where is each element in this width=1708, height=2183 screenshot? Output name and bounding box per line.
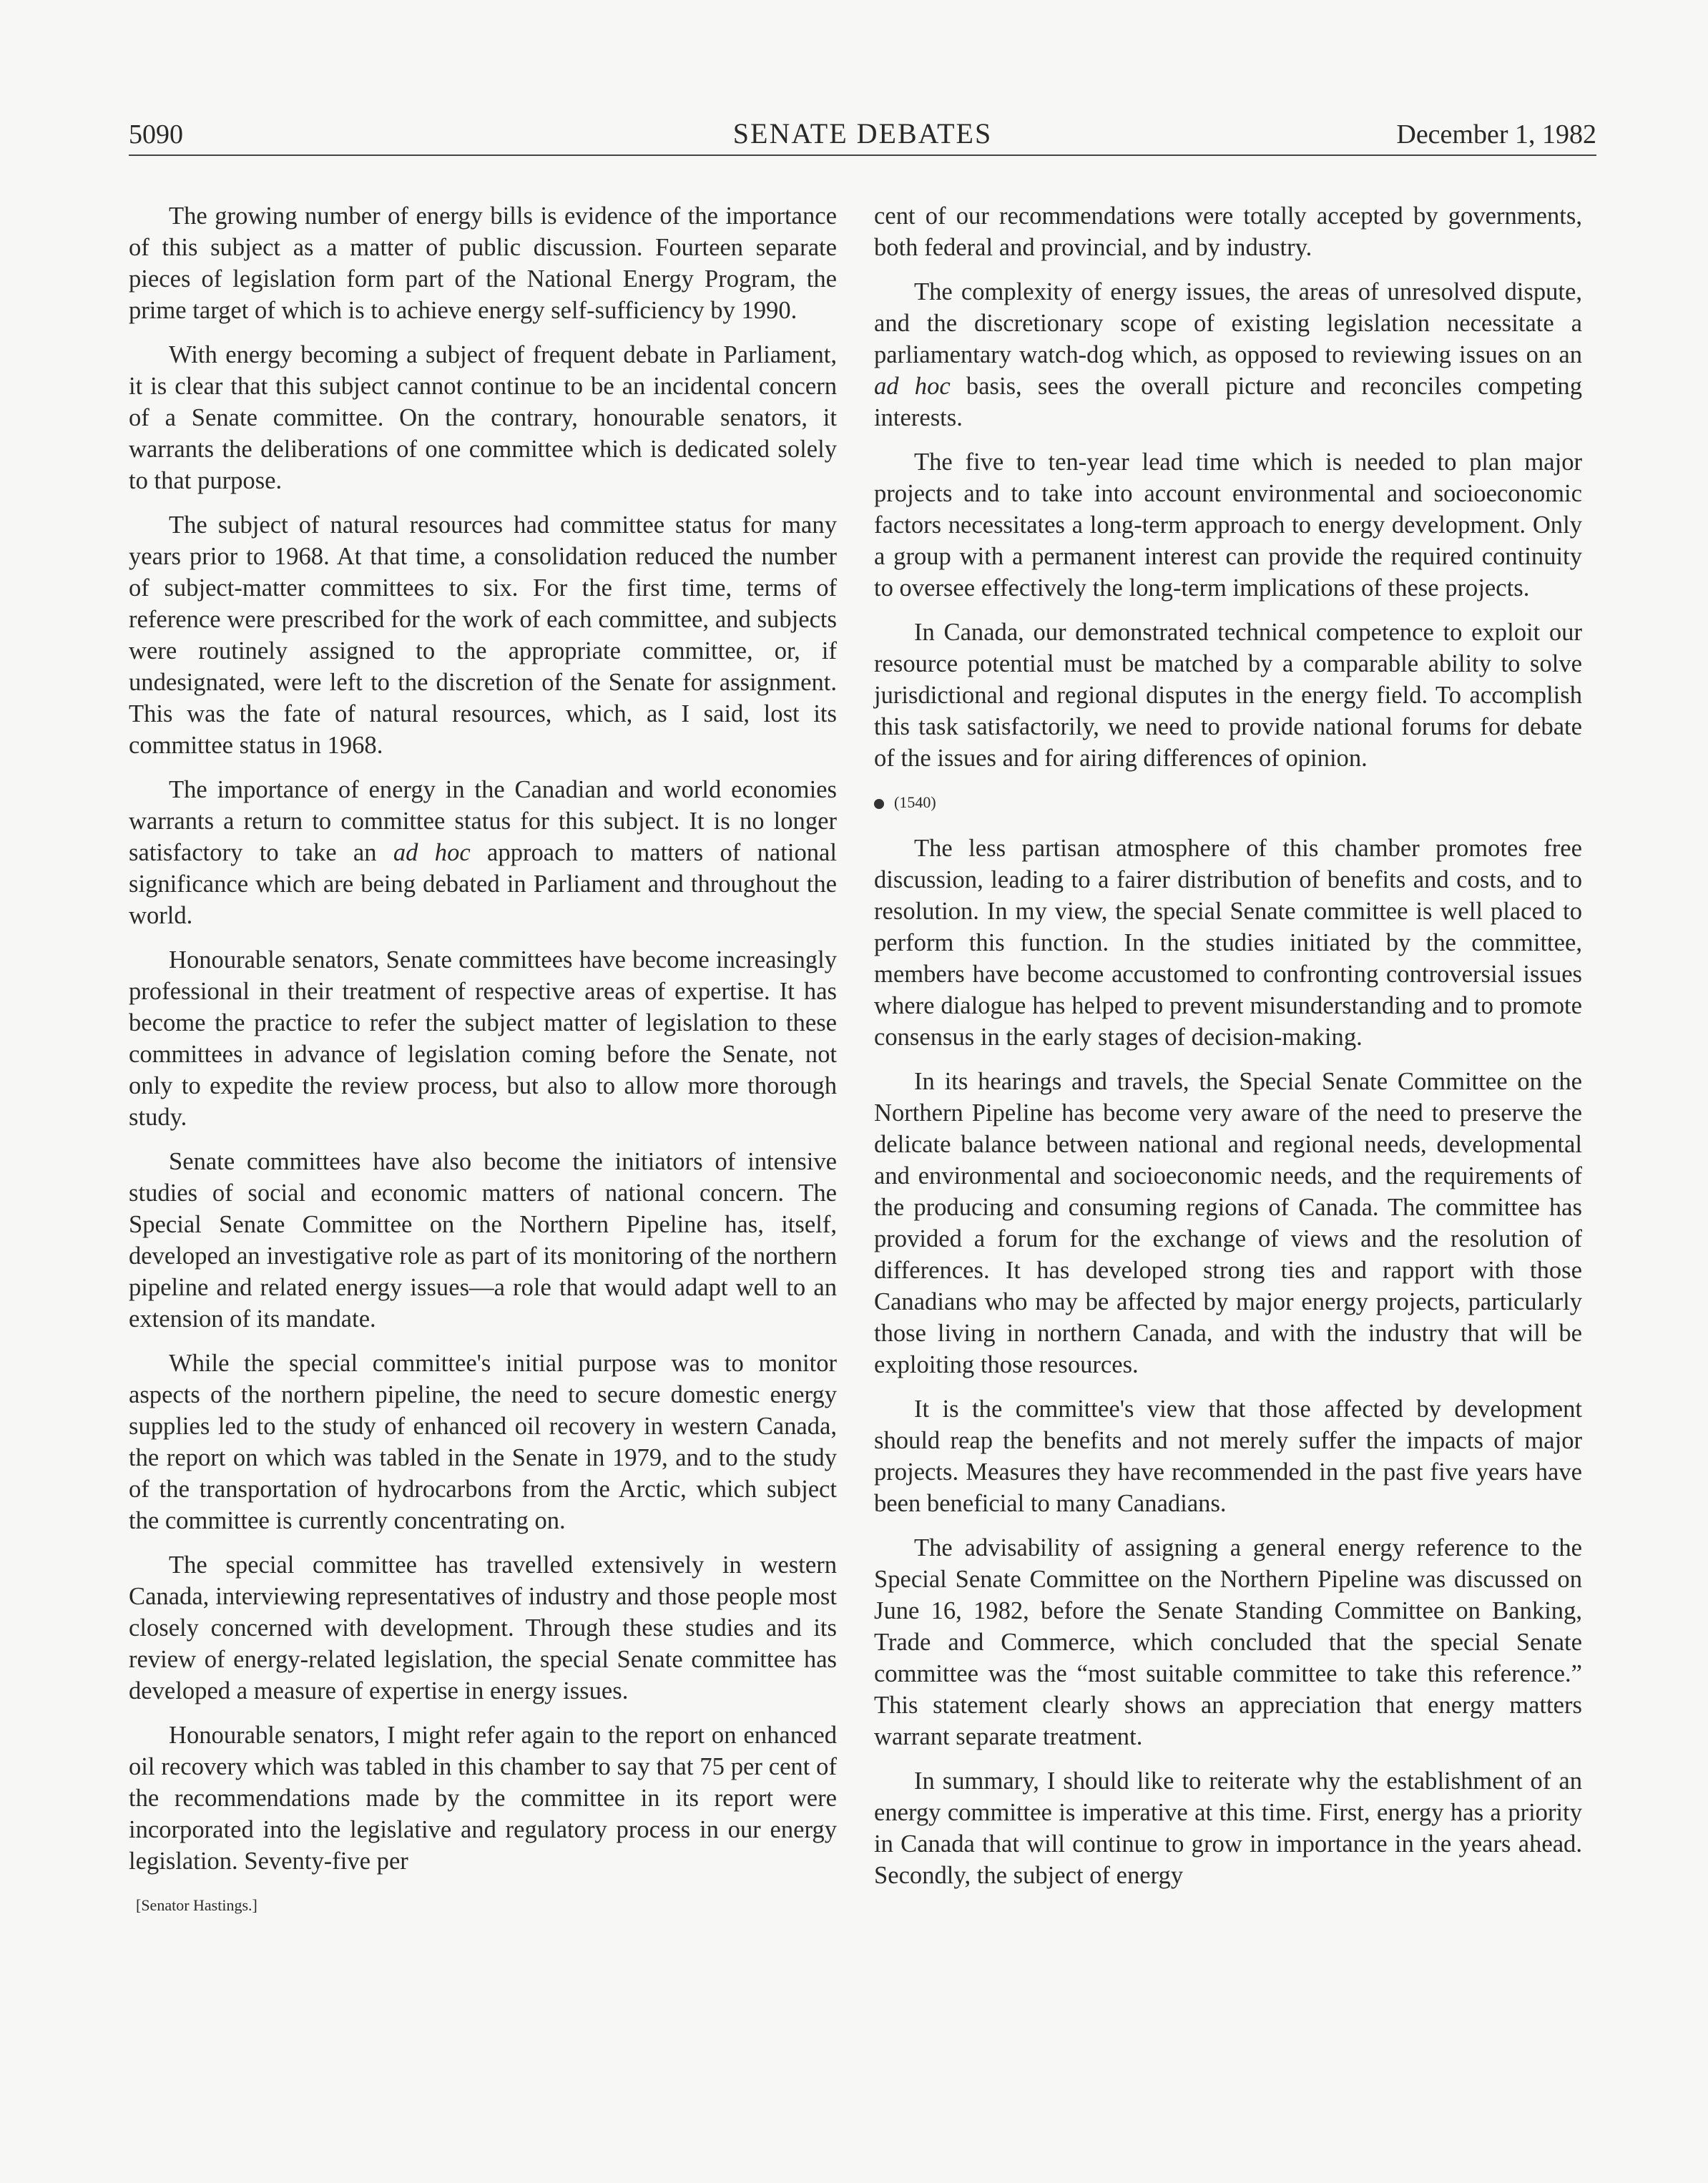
paragraph: In summary, I should like to reiterate why the establishment of an energy committee is imperative at this time. First, energy has a priority in Canada that will continue to grow in importance in the years ahead. Secondly, the subject of energy <box>874 1767 1582 1889</box>
time-marker <box>874 787 1582 818</box>
paragraph: With energy becoming a subject of frequent debate in Parliament, it is clear that this subject cannot continue to be an incidental concern of a Senate committee. On the contrary, honourable senators, it warrants the deliberations of one committee which is dedicated solely to that purpose. <box>129 341 837 494</box>
paragraph: Honourable senators, I might refer again to the report on enhanced oil recovery which was tabled in this chamber to say that 75 per cent of the recommendations made by the committee in its report were incorporated into the legislative and regulatory process in our energy legislation. Seventy-five per <box>129 1722 837 1875</box>
right-column <box>874 200 1582 1904</box>
page-number: 5090 <box>129 119 183 149</box>
publication-title: SENATE DEBATES <box>732 117 993 149</box>
paragraph: The special committee has travelled extensively in western Canada, interviewing representatives of industry and those people most closely concerned with development. Through these studies and its review of energy-related legislation, the special Senate committee has developed a measure of expertise in energy issues. <box>129 1551 837 1704</box>
paragraph: The growing number of energy bills is evidence of the importance of this subject as a matter of public discussion. Fourteen separate pieces of legislation form part of the National Energy Program, the prime target of which is to achieve energy self-sufficiency by 1990. <box>129 202 837 324</box>
paragraph: In its hearings and travels, the Special Senate Committee on the Northern Pipeline has become very aware of the need to preserve the delicate balance between national and regional needs, developmental and environmental and socioeconomic needs, and the requirements of the producing and consuming regions of Canada. The committee has provided a forum for the exchange of views and the resolution of differences. It has developed strong ties and rapport with those Canadians who may be affected by major energy projects, particularly those living in northern Canada, and with the industry that will be exploiting those resources. <box>874 1068 1582 1378</box>
left-column <box>129 200 837 1921</box>
paragraph: The advisability of assigning a general energy reference to the Special Senate Committee on the Northern Pipeline was discussed on June 16, 1982, before the Senate Standing Committee on Banking, Trade and Commerce, which concluded that the special Senate committee was the “most suitable committee to take this reference.” This statement clearly shows an appreciation that energy matters warrant separate treatment. <box>874 1534 1582 1750</box>
italic-phrase: ad hoc <box>874 373 951 400</box>
italic-phrase: ad hoc <box>393 839 471 866</box>
paragraph: While the special committee's initial purpose was to monitor aspects of the northern pipeline, the need to secure domestic energy supplies led to the study of enhanced oil recovery in western Canada, the report on which was tabled in the Senate in 1979, and to the study of the transportation of hydrocarbons from the Arctic, which subject the committee is currently concentrating on. <box>129 1350 837 1534</box>
paragraph: In Canada, our demonstrated technical competence to exploit our resource potential must be matched by a comparable ability to solve jurisdictional and regional disputes in the energy field. To accomplish this task satisfactorily, we need to provide national forums for debate of the issues and for airing differences of opinion. <box>874 619 1582 772</box>
paragraph: The five to ten-year lead time which is needed to plan major projects and to take into account environmental and socioeconomic factors necessitates a long-term approach to energy development. Only a group with a permanent interest can provide the required continuity to oversee effectively the long-term implications of these projects. <box>874 448 1582 602</box>
paragraph: The less partisan atmosphere of this chamber promotes free discussion, leading to a fairer distribution of benefits and costs, and to resolution. In my view, the special Senate committee is well placed to perform this function. In the studies initiated by the committee, members have become accustomed to confronting controversial issues where dialogue has helped to prevent misunderstanding and to promote consensus in the early stages of decision-making. <box>874 835 1582 1051</box>
time-marker-text: (1540) <box>894 793 936 811</box>
paragraph: The importance of energy in the Canadian and world economies warrants a return to committee status for this subject. It is no longer satisfactory to take an ad hoc approach to matters of national significance which are being debated in Parliament and throughout the world. <box>129 776 837 929</box>
bullet-icon <box>874 799 884 809</box>
paragraph: Senate committees have also become the initiators of intensive studies of social and economic matters of national concern. The Special Senate Committee on the Northern Pipeline has, itself, developed an investigative role as part of its monitoring of the northern pipeline and related energy issues—a role that would adapt well to an extension of its mandate. <box>129 1148 837 1333</box>
paragraph-continued: cent of our recommendations were totally accepted by governments, both federal and provincial, and by industry. <box>874 202 1582 261</box>
paragraph: Honourable senators, Senate committees have become increasingly professional in their treatment of respective areas of expertise. It has become the practice to refer the subject matter of legislation to these committees in advance of legislation coming before the Senate, not only to expedite the review process, but also to allow more thorough study. <box>129 946 837 1131</box>
paragraph: The subject of natural resources had committee status for many years prior to 1968. At that time, a consolidation reduced the number of subject-matter committees to six. For the first time, terms of reference were prescribed for the work of each committee, and subjects were routinely assigned to the appropriate committee, or, if undesignated, were left to the discretion of the Senate for assignment. This was the fate of natural resources, which, as I said, lost its committee status in 1968. <box>129 511 837 759</box>
page-header <box>129 114 1596 156</box>
paragraph: The complexity of energy issues, the areas of unresolved dispute, and the discretionary scope of existing legislation necessitate a parliamentary watch-dog which, as opposed to reviewing issues on an ad hoc basis, sees the overall picture and reconciles competing interests. <box>874 278 1582 431</box>
publication-date: December 1, 1982 <box>1396 119 1596 149</box>
speaker-attribution: [Senator Hastings.] <box>136 1896 257 1914</box>
paragraph: It is the committee's view that those affected by development should reap the benefits and not merely suffer the impacts of major projects. Measures they have recommended in the past five years have been beneficial to many Canadians. <box>874 1395 1582 1517</box>
